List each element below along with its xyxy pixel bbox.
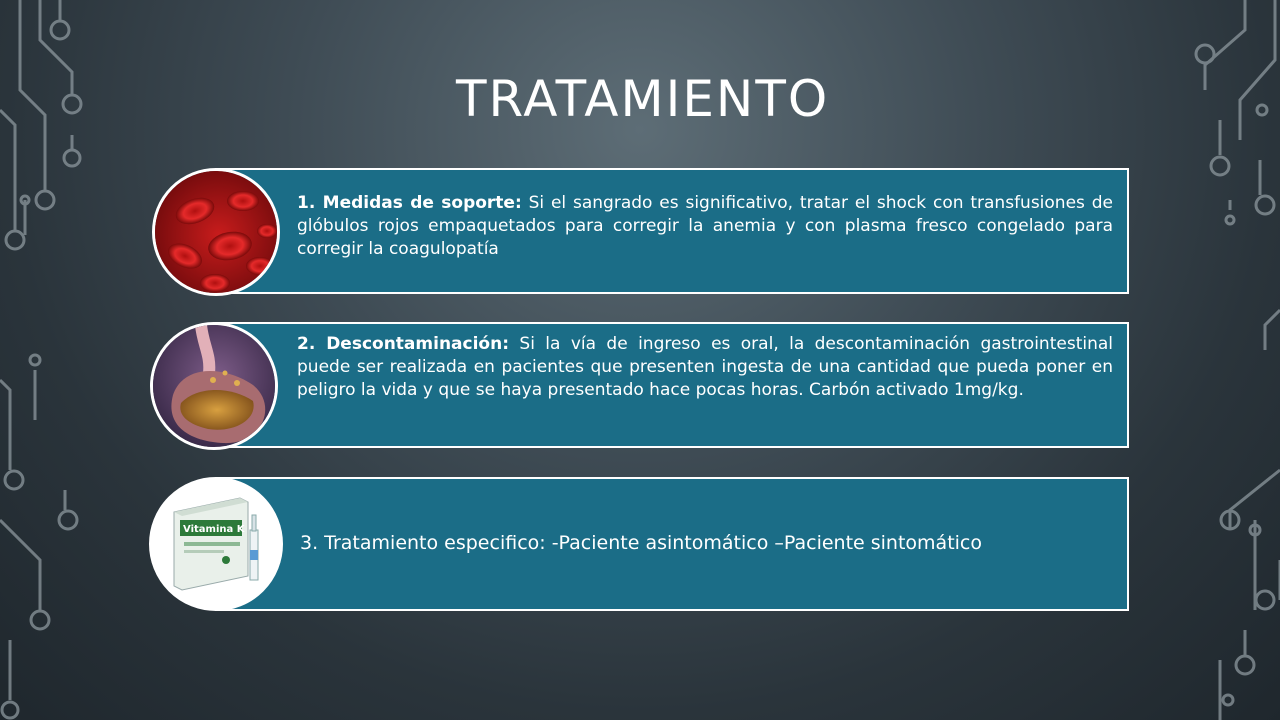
- stomach-image: [150, 322, 278, 450]
- item-body-2: Si la vía de ingreso es oral, la descontaminación gastrointestinal puede ser realizada en pacientes que presenten ingesta de una cantidad que pueda poner en peligro la vida y que se haya presentado hace pocas horas. Carbón activado 1mg/kg.: [297, 334, 1113, 400]
- page-title: TRATAMIENTO: [456, 70, 830, 128]
- item-heading-1: 1. Medidas de soporte:: [297, 193, 522, 213]
- item-text-1: [297, 192, 1113, 261]
- item-text-3: 3. Tratamiento especifico: -Paciente asintomático –Paciente sintomático: [300, 532, 982, 554]
- vitamin-k-label: Vitamina K: [183, 524, 245, 535]
- item-heading-2: 2. Descontaminación:: [297, 334, 510, 354]
- item-text-2: [297, 333, 1113, 402]
- item-body-1: Si el sangrado es significativo, tratar el shock con transfusiones de glóbulos rojos empaquetados para corregir la anemia y con plasma fresco congelado para corregir la coagulopatía: [297, 193, 1113, 259]
- red-blood-cells-image: [152, 168, 280, 296]
- vitamin-k-box-image: [149, 477, 283, 611]
